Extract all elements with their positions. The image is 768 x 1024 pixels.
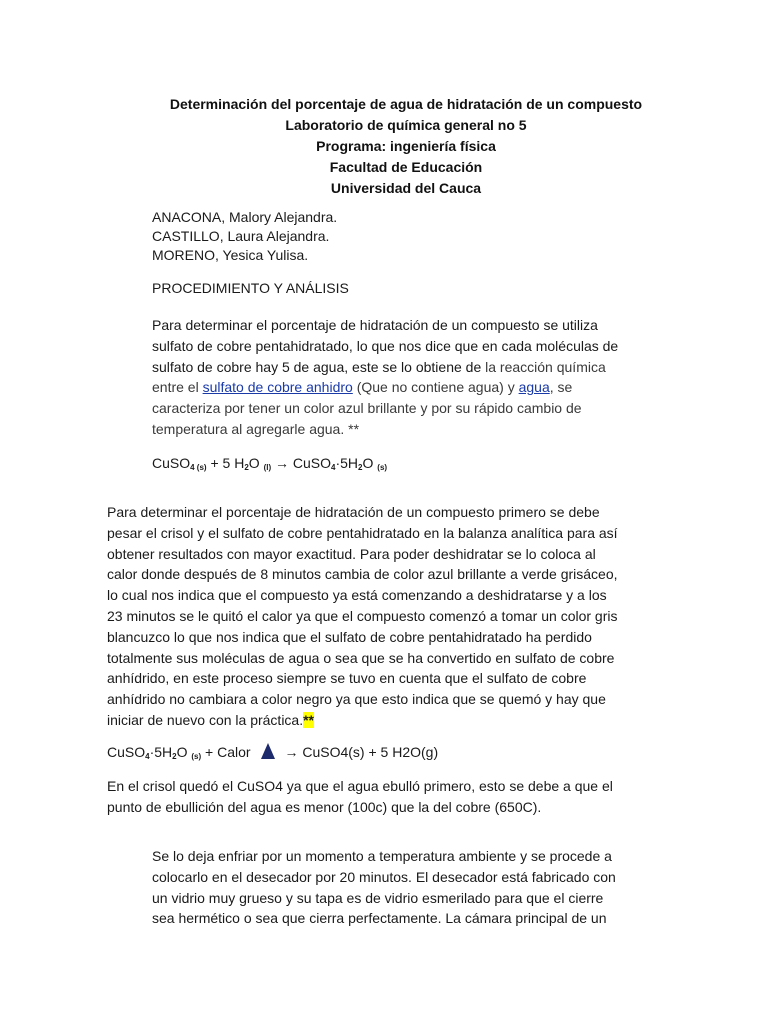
text-line: anhídrido no cambiara a color negro ya que esto indica que se quemó y hay que xyxy=(107,691,606,708)
eq-text: CuSO xyxy=(152,455,191,471)
text-segment: , se xyxy=(549,379,573,396)
chemical-equation-dehydration xyxy=(107,743,438,761)
eq-text: O xyxy=(362,455,378,471)
highlight-mark: ** xyxy=(303,711,315,728)
text-line: Para determinar el porcentaje de hidratación de un compuesto se utiliza xyxy=(152,317,598,333)
paragraph-procedure xyxy=(107,502,667,731)
eq-subscript: 2 xyxy=(244,463,249,472)
author-name: CASTILLO, Laura Alejandra. xyxy=(152,228,330,244)
text-line xyxy=(152,357,672,378)
text-segment: la reacción química xyxy=(485,358,606,375)
lab-name: Laboratorio de química general no 5 xyxy=(285,117,527,133)
author-list xyxy=(152,208,337,265)
eq-subscript: 4 (s) xyxy=(190,463,207,472)
text-line: anhídrido, en este proceso siempre se tuvo en cuenta que el sulfato de cobre xyxy=(107,670,587,687)
text-line: Para determinar el porcentaje de hidratación de un compuesto primero se debe xyxy=(107,504,600,520)
eq-text: ·5H xyxy=(335,455,359,471)
text-line: Se lo deja enfriar por un momento a temperatura ambiente y se procede a xyxy=(152,848,612,864)
eq-text: + Calor xyxy=(201,744,251,760)
eq-subscript: 2 xyxy=(358,463,363,472)
text-line: obtener resultados con mayor exactitud. Para poder deshidratar se lo coloca al xyxy=(107,545,596,562)
text-line: 23 minutos se le quitó el calor ya que el compuesto comenzó a tomar un color gris xyxy=(107,607,618,624)
eq-text: CuSO xyxy=(107,744,146,760)
author-name: MORENO, Yesica Yulisa. xyxy=(152,247,309,263)
university-name: Universidad del Cauca xyxy=(330,180,482,196)
link-sulfato-de-cobre-anhidro[interactable]: sulfato de cobre anhidro xyxy=(202,379,353,396)
eq-subscript: 2 xyxy=(172,752,177,761)
heat-triangle-icon xyxy=(261,743,275,759)
text-line: lo cual nos indica que el compuesto ya está comenzando a deshidratarse y a los xyxy=(107,587,607,604)
section-title: PROCEDIMIENTO Y ANÁLISIS xyxy=(152,280,349,296)
document-title: Determinación del porcentaje de agua de hidratación de un compuesto xyxy=(169,96,643,112)
text-line: En el crisol quedó el CuSO4 ya que el agua ebulló primero, esto se debe a que el xyxy=(107,778,613,794)
eq-text: ·5H xyxy=(149,744,173,760)
eq-text: O xyxy=(176,744,192,760)
eq-text: + 5 H xyxy=(206,455,245,471)
text-line: sea hermético o sea que cierra perfectamente. La cámara principal de un xyxy=(152,910,607,927)
eq-text: → CuSO xyxy=(271,455,332,471)
faculty-name: Facultad de Educación xyxy=(329,159,483,175)
paragraph-cooling xyxy=(152,846,662,929)
chemical-equation-hydration xyxy=(152,455,387,472)
program-name: Programa: ingeniería física xyxy=(316,138,496,154)
paragraph-intro xyxy=(152,315,672,440)
text-line: caracteriza por tener un color azul brillante y por su rápido cambio de xyxy=(152,400,582,417)
link-agua[interactable]: agua xyxy=(518,379,550,396)
eq-subscript: (s) xyxy=(191,752,202,761)
text-line: sulfato de cobre pentahidratado, lo que nos dice que en cada moléculas de xyxy=(152,337,619,354)
document-header xyxy=(0,94,768,199)
eq-text: → CuSO4(s) + 5 H2O(g) xyxy=(280,744,439,760)
author-name: ANACONA, Malory Alejandra. xyxy=(152,209,338,225)
text-segment: (Que no contiene agua) y xyxy=(352,379,519,396)
eq-subscript: 4 xyxy=(331,463,336,472)
text-segment: sulfato de cobre hay 5 de agua, este se lo obtiene de xyxy=(152,358,486,375)
text-line: totalmente sus moléculas de agua o sea que se ha convertido en sulfato de cobre xyxy=(107,649,615,666)
text-segment: iniciar de nuevo con la práctica. xyxy=(107,711,304,728)
text-line: colocarlo en el desecador por 20 minutos. El desecador está fabricado con xyxy=(152,868,616,885)
text-line xyxy=(152,377,672,398)
text-segment: entre el xyxy=(152,379,203,396)
text-line: pesar el crisol y el sulfato de cobre pentahidratado en la balanza analítica para así xyxy=(107,524,618,541)
paragraph-result xyxy=(107,776,667,818)
text-line: temperatura al agregarle agua. ** xyxy=(152,420,360,437)
text-line: punto de ebullición del agua es menor (100c) que la del cobre (650C). xyxy=(107,798,542,815)
text-line: un vidrio muy grueso y su tapa es de vidrio esmerilado para que el cierre xyxy=(152,889,604,906)
text-line xyxy=(107,710,667,731)
eq-subscript: (l) xyxy=(263,463,272,472)
text-line: blancuzco lo que nos indica que el sulfato de cobre pentahidratado ha perdido xyxy=(107,628,592,645)
text-line: calor donde después de 8 minutos cambia de color azul brillante a verde grisáceo, xyxy=(107,566,618,583)
eq-subscript: 4 xyxy=(145,752,150,761)
eq-text: O xyxy=(248,455,264,471)
eq-subscript: (s) xyxy=(377,463,388,472)
